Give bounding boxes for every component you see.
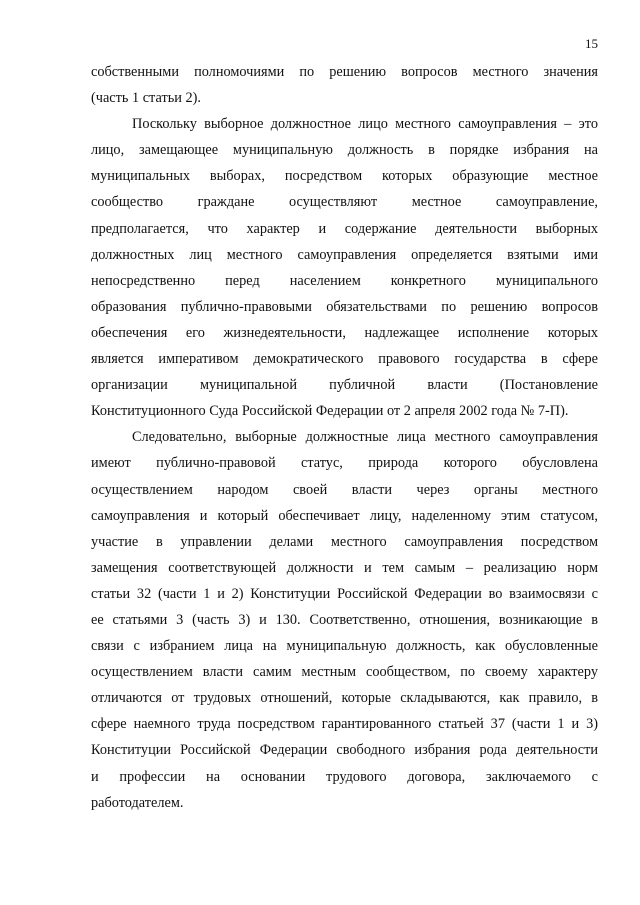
text-line: (часть 1 статьи 2). — [91, 90, 201, 107]
text-line: непосредственно перед населением конкретного муниципального — [91, 272, 598, 289]
text-line: организации муниципальной публичной власти (Постановление — [91, 377, 598, 394]
text-line: отличаются от трудовых отношений, которые складываются, как правило, в — [91, 690, 598, 707]
text-line: должностных лиц местного самоуправления определяется взятыми ими — [91, 246, 598, 263]
text-line: предполагается, что характер и содержание деятельности выборных — [91, 220, 598, 237]
text-line: сообщество граждане осуществляют местное самоуправление, — [91, 194, 598, 211]
text-line: работодателем. — [91, 794, 184, 811]
text-line: осуществлением народом своей власти через органы местного — [91, 481, 598, 498]
text-line: является императивом демократического правового государства в сфере — [91, 351, 598, 368]
paragraph-1 — [91, 59, 598, 111]
text-line: Следовательно, выборные должностные лица местного самоуправления — [132, 429, 598, 446]
text-line: замещения соответствующей должности и тем самым – реализацию норм — [91, 559, 598, 576]
text-line: Поскольку выборное должностное лицо местного самоуправления – это — [132, 116, 598, 133]
text-line: самоуправления и который обеспечивает лицу, наделенному этим статусом, — [91, 507, 598, 524]
text-line: Конституции Российской Федерации свободного избрания рода деятельности — [91, 742, 598, 759]
body-text — [91, 59, 598, 816]
paragraph-3 — [91, 424, 598, 815]
text-line: и профессии на основании трудового договора, заключаемого с — [91, 768, 598, 785]
text-line: сфере наемного труда посредством гарантированного статьей 37 (части 1 и 3) — [91, 716, 598, 733]
text-line: ее статьями 3 (часть 3) и 130. Соответственно, отношения, возникающие в — [91, 611, 598, 628]
text-line: образования публично-правовыми обязательствами по решению вопросов — [91, 298, 598, 315]
page-number: 15 — [585, 36, 598, 51]
text-line: Конституционного Суда Российской Федерации от 2 апреля 2002 года № 7-П). — [91, 403, 569, 420]
text-line: лицо, замещающее муниципальную должность в порядке избрания на — [91, 142, 598, 159]
text-line: связи с избранием лица на муниципальную должность, как обусловленные — [91, 638, 598, 655]
text-line: обеспечения его жизнедеятельности, надлежащее исполнение которых — [91, 324, 598, 341]
text-line: осуществлением власти самим местным сообществом, по своему характеру — [91, 664, 598, 681]
text-line: муниципальных выборах, посредством которых образующие местное — [91, 168, 598, 185]
text-line: статьи 32 (части 1 и 2) Конституции Российской Федерации во взаимосвязи с — [91, 585, 598, 602]
text-line: имеют публично-правовой статус, природа которого обусловлена — [91, 455, 598, 472]
paragraph-2 — [91, 111, 598, 424]
text-line: участие в управлении делами местного самоуправления посредством — [91, 533, 598, 550]
text-line: собственными полномочиями по решению вопросов местного значения — [91, 64, 598, 80]
